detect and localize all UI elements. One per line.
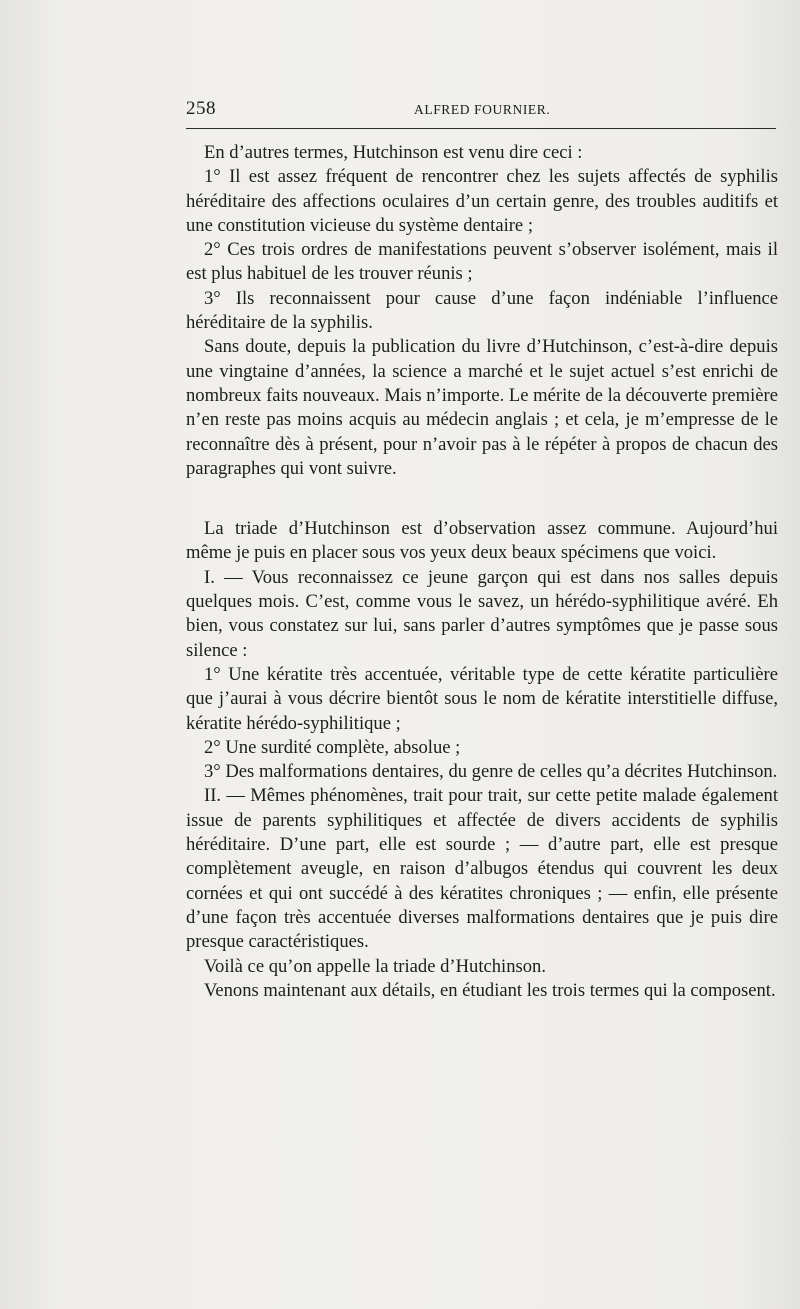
paragraph-case-2: II. — Mêmes phénomènes, trait pour trait, sur cette petite malade également issue de parents syphilitiques et affectée de divers accidents de syphilis héréditaire. D’une part, elle est sourde ; — d’autre part, elle est presque complètement aveugle, en raison d’albugos étendus qui couvrent les deux cornées et qui ont succédé à des kératites chroniques ; — enfin, elle présente d’une façon très accentuée diverses malformations dentaires que je puis dire presque caractéristiques. [186,785,778,953]
running-title: ALFRED FOURNIER. [414,102,551,117]
paragraph-sans-doute: Sans doute, depuis la publication du livre d’Hutchinson, c’est-à-dire depuis une vingtaine d’années, la science a marché et le sujet actuel s’est enrichi de nombreux faits nouveaux. Mais n’importe. Le mérite de la découverte première n’en reste pas moins acquis au médecin anglais ; et cela, je m’empresse de le reconnaître dès à présent, pour n’avoir pas à le répéter à propos de chacun des paragraphes qui vont suivre. [186,336,778,479]
header-rule [186,128,776,129]
paragraph-case-1-item-2: 2° Une surdité complète, absolue ; [204,736,461,758]
paragraph-point-2: 2° Ces trois ordres de manifestations peuvent s’observer isolément, mais il est plus habituel de les trouver réunis ; [186,239,778,285]
paragraph-case-1-item-3: 3° Des malformations dentaires, du genre de celles qu’a décrites Hutchinson. [204,761,778,783]
paragraph-conclusion: Voilà ce qu’on appelle la triade d’Hutchinson. [204,955,546,977]
paragraph-transition: Venons maintenant aux détails, en étudiant les trois termes qui la composent. [204,979,776,1001]
paragraph-case-1-item-1: 1° Une kératite très accentuée, véritable type de cette kératite particulière que j’aurai à vous décrire bientôt sous le nom de kératite interstitielle diffuse, kératite hérédo-syphilitique ; [186,663,778,734]
paragraph-point-3: 3° Ils reconnaissent pour cause d’une façon indéniable l’influence héréditaire de la syphilis. [186,287,778,334]
paragraph-case-1: I. — Vous reconnaissez ce jeune garçon qui est dans nos salles depuis quelques mois. C’est, comme vous le savez, un hérédo-syphilitique avéré. Eh bien, vous constatez sur lui, sans parler d’autres symptômes que je passe sous silence : [186,566,778,661]
page-header [186,98,776,122]
body-text [186,141,778,1003]
paragraph-triade: La triade d’Hutchinson est d’observation assez commune. Aujourd’hui même je puis en placer sous vos yeux deux beaux spécimens que voici. [186,518,778,564]
paragraph-intro: En d’autres termes, Hutchinson est venu dire ceci : [204,142,583,163]
paragraph-point-1: 1° Il est assez fréquent de rencontrer chez les sujets affectés de syphilis héréditaire des affections oculaires d’un certain genre, des troubles auditifs et une constitution vicieuse du système dentaire ; [186,166,778,236]
page-number: 258 [186,98,216,119]
